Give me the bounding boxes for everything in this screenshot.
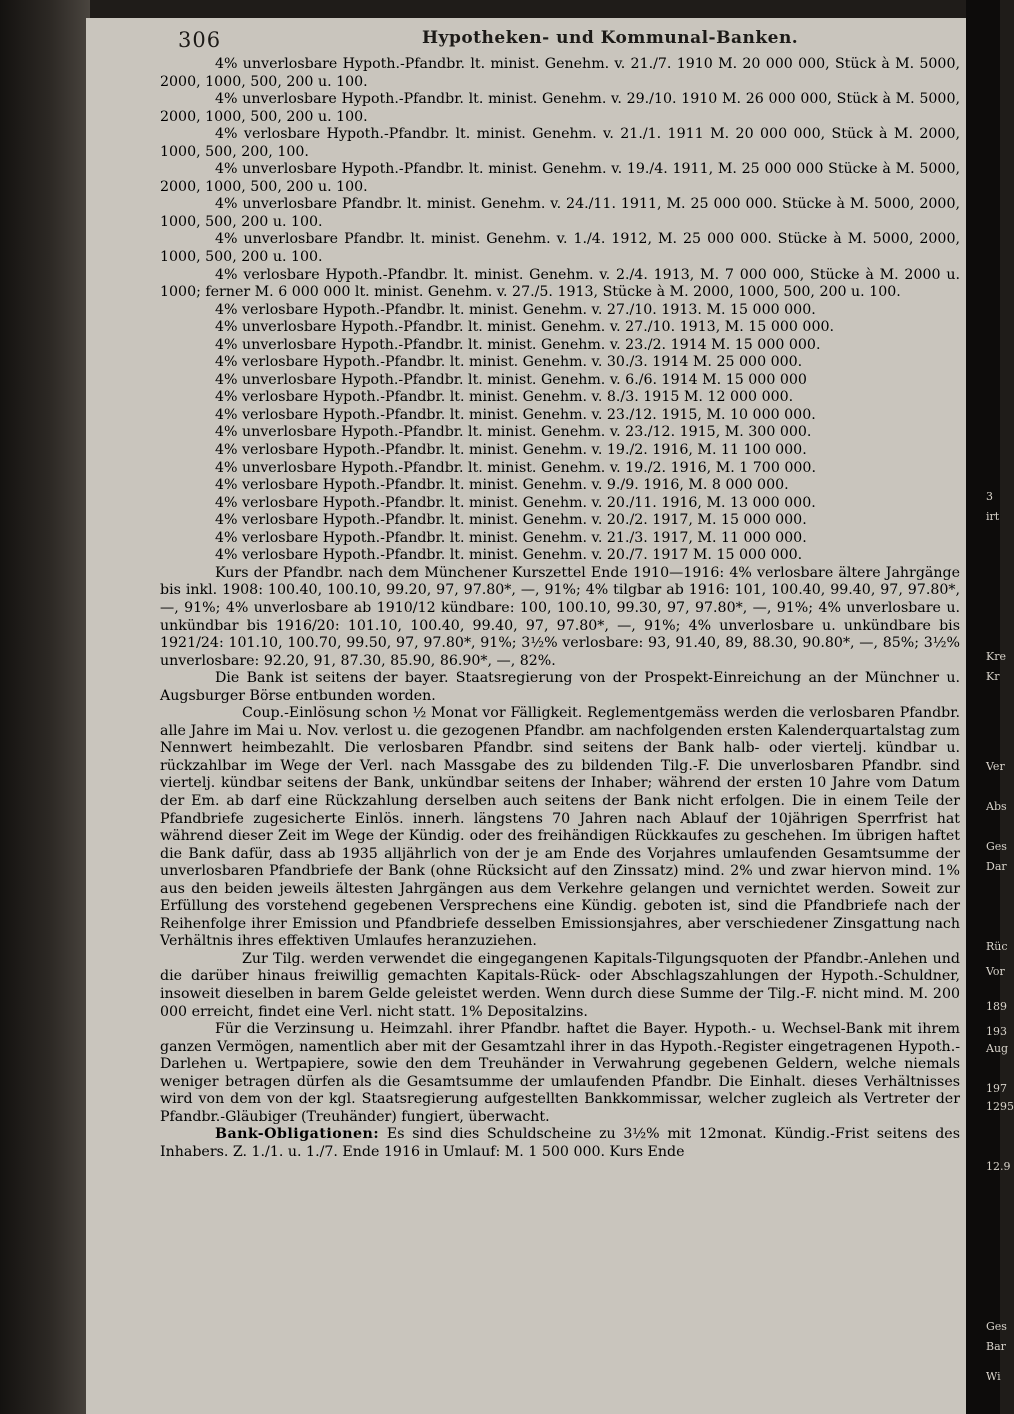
pfandbrief-issue: 4% verlosbare Hypoth.-Pfandbr. lt. minist. Genehm. v. 20./7. 1917 M. 15 000 000. [215, 547, 803, 564]
pfandbrief-issue: 4% unverlosbare Hypoth.-Pfandbr. lt. minist. Genehm. v. 19./4. 1911, M. 25 000 000 Stücke à M. 5000, 2000, 1000, 500, 200 u. 100. [160, 161, 960, 195]
book-gutter-shadow [0, 0, 90, 1414]
verzinsung-paragraph: Für die Verzinsung u. Heimzahl. ihrer Pfandbr. haftet die Bayer. Hypoth.- u. Wechsel-Bank mit ihrem ganzen Vermögen, namentlich aber mit der Gesamtzahl ihrer in das Hypoth.-Register eingetragenen Hypoth.-Darlehen u. Wertpapiere, sowie den dem Treuhänder in Verwahrung gegebenen Geldern, welche niemals weniger betragen dürfen als die Gesamtsumme der umlaufenden Pfandbr. Die Einhalt. dieses Verhältnisses wird von dem von der kgl. Staatsregierung aufgestellten Bankkommissar, welcher zugleich als Vertreter der Pfandbr.-Gläubiger (Treuhänder) fungiert, überwacht. [160, 1021, 960, 1125]
adjacent-page-edge [966, 0, 1014, 1414]
pfandbrief-issue: 4% unverlosbare Hypoth.-Pfandbr. lt. minist. Genehm. v. 21./7. 1910 M. 20 000 000, Stück à M. 5000, 2000, 1000, 500, 200 u. 100. [160, 56, 960, 90]
facing-page-fragment: Ges [986, 1320, 1007, 1333]
facing-page-fragment: Dar [986, 860, 1007, 873]
bank-obligationen-paragraph [160, 1126, 960, 1161]
facing-page-fragment: 12.9 [986, 1160, 1011, 1173]
pfandbrief-issue: 4% verlosbare Hypoth.-Pfandbr. lt. minist. Genehm. v. 20./11. 1916, M. 13 000 000. [215, 494, 816, 511]
pfandbrief-issue-list [160, 56, 960, 565]
facing-page-fragment: 197 [986, 1082, 1007, 1095]
pfandbrief-issue: 4% verlosbare Hypoth.-Pfandbr. lt. minist. Genehm. v. 19./2. 1916, M. 11 100 000. [215, 442, 807, 459]
facing-page-fragment: Kr [986, 670, 1000, 683]
pfandbrief-issue: 4% verlosbare Hypoth.-Pfandbr. lt. minist. Genehm. v. 21./3. 1917, M. 11 000 000. [215, 529, 807, 546]
body-text [160, 56, 960, 1161]
facing-page-fragment: Vor [986, 965, 1005, 978]
prospekt-paragraph: Die Bank ist seitens der bayer. Staatsregierung von der Prospekt-Einreichung an der Münchner u. Augsburger Börse entbunden worden. [160, 670, 960, 704]
pfandbrief-issue: 4% unverlosbare Hypoth.-Pfandbr. lt. minist. Genehm. v. 6./6. 1914 M. 15 000 000 [215, 371, 807, 388]
facing-page-fragment: Aug [986, 1042, 1009, 1055]
running-head: Hypotheken- und Kommunal-Banken. [422, 28, 799, 48]
pfandbrief-issue: 4% unverlosbare Pfandbr. lt. minist. Genehm. v. 24./11. 1911, M. 25 000 000. Stücke à M. 5000, 2000, 1000, 500, 200 u. 100. [160, 196, 960, 230]
pfandbrief-issue: 4% verlosbare Hypoth.-Pfandbr. lt. minist. Genehm. v. 9./9. 1916, M. 8 000 000. [215, 477, 789, 494]
facing-page-fragment: 189 [986, 1000, 1007, 1013]
pfandbrief-issue: 4% unverlosbare Pfandbr. lt. minist. Genehm. v. 1./4. 1912, M. 25 000 000. Stücke à M. 5000, 2000, 1000, 500, 200 u. 100. [160, 231, 960, 266]
pfandbrief-issue: 4% unverlosbare Hypoth.-Pfandbr. lt. minist. Genehm. v. 27./10. 1913, M. 15 000 000. [215, 319, 835, 336]
pfandbrief-issue: 4% verlosbare Hypoth.-Pfandbr. lt. minist. Genehm. v. 27./10. 1913. M. 15 000 000. [215, 301, 816, 318]
coupon-paragraph: Coup.-Einlösung schon ½ Monat vor Fälligkeit. Reglementgemäss werden die verlosbaren Pfandbr. alle Jahre im Mai u. Nov. verlost u. die gezogenen Pfandbr. am nachfolgenden ersten Kalenderquartalstag zum Nennwert heimbezahlt. Die verlosbaren Pfandbr. sind seitens der Bank halb- oder viertelj. kündbar u. rückzahlbar im Wege der Verl. nach Massgabe des zu bildenden Tilg.-F. Die unverlosbaren Pfandbr. sind viertelj. kündbar seitens der Bank, unkündbar seitens der Inhaber; während der ersten 10 Jahre vom Datum der Em. ab darf eine Rückzahlung derselben auch seitens der Bank nicht erfolgen. Die in einem Teile der Pfandbriefe zugesicherte Einlös. innerh. längstens 70 Jahren nach Ablauf der 10jährigen Sperrfrist hat während dieser Zeit im Wege der Kündig. oder des freihändigen Rückkaufes zu geschehen. Im übrigen haftet die Bank dafür, dass ab 1935 alljährlich von der je am Ende des Vorjahres umlaufenden Gesamtsumme der unverlosbaren Pfandbriefe der Bank (ohne Rücksicht auf den Zinssatz) mind. 2% und zwar hiervon mind. 1% aus den beiden jeweils ältesten Jahrgängen aus dem Verkehre gelangen und vernichtet werden. Soweit zur Erfüllung des vorstehend gegebenen Versprechens eine Kündig. geboten ist, sind die Pfandbriefe nach der Reihenfolge ihrer Emission und Pfandbriefe desselben Emissionsjahres, aber verschiedener Zinsgattung nach Verhältnis ihres effektiven Umlaufes heranzuziehen. [160, 705, 960, 950]
pfandbrief-issue: 4% unverlosbare Hypoth.-Pfandbr. lt. minist. Genehm. v. 29./10. 1910 M. 26 000 000, Stück à M. 5000, 2000, 1000, 500, 200 u. 100. [160, 91, 960, 125]
pfandbrief-issue: 4% verlosbare Hypoth.-Pfandbr. lt. minist. Genehm. v. 30./3. 1914 M. 25 000 000. [215, 354, 803, 371]
facing-page-fragment: Abs [986, 800, 1007, 813]
pfandbrief-issue: 4% unverlosbare Hypoth.-Pfandbr. lt. minist. Genehm. v. 19./2. 1916, M. 1 700 000. [215, 459, 816, 476]
facing-page-fragment: Ver [986, 760, 1005, 773]
bank-obligationen-text: Es sind dies Schuldscheine zu 3½% mit 12monat. Kündig.-Frist seitens des Inhabers. Z. 1./1. u. 1./7. Ende 1916 in Umlauf: M. 1 500 000. Kurs Ende [160, 1126, 960, 1160]
pfandbrief-issue: 4% unverlosbare Hypoth.-Pfandbr. lt. minist. Genehm. v. 23./2. 1914 M. 15 000 000. [215, 336, 821, 353]
pfandbrief-issue: 4% verlosbare Hypoth.-Pfandbr. lt. minist. Genehm. v. 23./12. 1915, M. 10 000 000. [215, 406, 816, 423]
facing-page-fragment: 193 [986, 1025, 1007, 1038]
facing-page-fragment: Rüc [986, 940, 1008, 953]
pfandbrief-issue: 4% unverlosbare Hypoth.-Pfandbr. lt. minist. Genehm. v. 23./12. 1915, M. 300 000. [215, 424, 812, 441]
bank-obligationen-heading: Bank-Obligationen: [215, 1126, 380, 1143]
facing-page-fragment: Bar [986, 1340, 1006, 1353]
page-number: 306 [178, 28, 222, 52]
facing-page-fragment: Ges [986, 840, 1007, 853]
pfandbrief-issue: 4% verlosbare Hypoth.-Pfandbr. lt. minist. Genehm. v. 8./3. 1915 M. 12 000 000. [215, 389, 794, 406]
pfandbrief-issue: 4% verlosbare Hypoth.-Pfandbr. lt. minist. Genehm. v. 20./2. 1917, M. 15 000 000. [215, 512, 807, 529]
facing-page-fragment: Kre [986, 650, 1006, 663]
facing-page-fragment: 1295 [986, 1100, 1014, 1113]
facing-page-fragment: 3 [986, 490, 993, 503]
facing-page-fragment: Wi [986, 1370, 1001, 1383]
kurs-paragraph: Kurs der Pfandbr. nach dem Münchener Kurszettel Ende 1910—1916: 4% verlosbare ältere Jahrgänge bis inkl. 1908: 100.40, 100.10, 99.20, 97, 97.80*, —, 91%; 4% tilgbar ab 1916: 101, 100.40, 99.40, 97, 97.80*, —, 91%; 4% unverlosbare ab 1910/12 kündbare: 100, 100.10, 99.30, 97, 97.80*, —, 91%; 4% unverlosbare u. unkündbar bis 1916/20: 101.10, 100.40, 99.40, 97, 97.80*, —, 91%; 4% unverlosbare u. unkündbare bis 1921/24: 101.10, 100.70, 99.50, 97, 97.80*, 91%; 3½% verlosbare: 93, 91.40, 89, 88.30, 90.80*, —, 85%; 3½% unverlosbare: 92.20, 91, 87.30, 85.90, 86.90*, —, 82%. [160, 564, 960, 669]
pfandbrief-issue: 4% verlosbare Hypoth.-Pfandbr. lt. minist. Genehm. v. 2./4. 1913, M. 7 000 000, Stücke à M. 2000 u. 1000; ferner M. 6 000 000 lt. minist. Genehm. v. 27./5. 1913, Stücke à M. 2000, 1000, 500, 200 u. 100. [160, 266, 960, 301]
tilgung-paragraph: Zur Tilg. werden verwendet die eingegangenen Kapitals-Tilgungsquoten der Pfandbr.-Anlehen und die darüber hinaus freiwillig gemachten Kapitals-Rück- oder Abschlagszahlungen der Hypoth.-Schuldner, insoweit dieselben in barem Gelde geleistet werden. Wenn durch diese Summe der Tilg.-F. nicht mind. M. 200 000 erreicht, findet eine Verl. nicht statt. 1% Depositalzins. [160, 950, 960, 1020]
facing-page-fragment: irt [986, 510, 1000, 523]
pfandbrief-issue: 4% verlosbare Hypoth.-Pfandbr. lt. minist. Genehm. v. 21./1. 1911 M. 20 000 000, Stück à M. 2000, 1000, 500, 200, 100. [160, 126, 960, 160]
